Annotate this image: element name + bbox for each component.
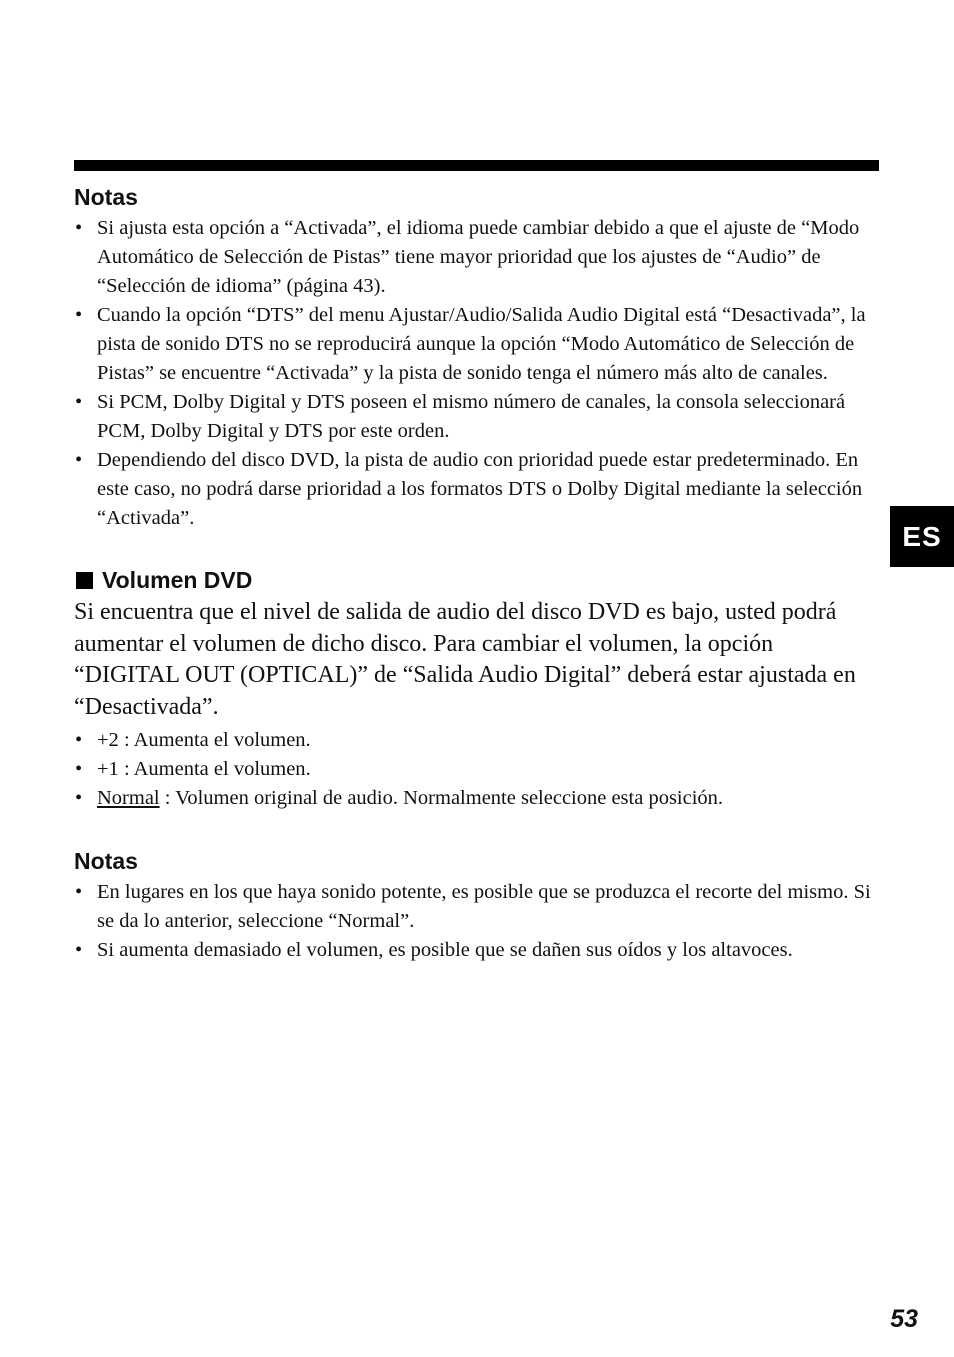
option-desc: : Aumenta el volumen.: [118, 729, 311, 751]
notes-list-2: [74, 878, 884, 965]
list-item: [74, 755, 884, 784]
list-item-text: Cuando la opción “DTS” del menu Ajustar/Audio/Salida Audio Digital está “Desactivada”, la pista de sonido DTS no se reproducirá aunque la opción “Modo Automático de Selección de Pistas” se encuentre “Activada” y la pista de sonido tenga el número más alto de canales.: [97, 304, 866, 384]
top-rule: [74, 160, 879, 171]
bullet-icon: •: [75, 391, 83, 413]
bullet-icon: •: [75, 758, 83, 780]
bullet-icon: •: [75, 787, 83, 809]
list-item: [74, 878, 884, 936]
list-item-text: En lugares en los que haya sonido potente, es posible que se produzca el recorte del mismo. Si se da lo anterior, seleccione “Normal”.: [97, 881, 871, 932]
notes-heading-2: Notas: [74, 848, 138, 874]
option-label: +2: [97, 729, 119, 751]
bullet-icon: •: [75, 217, 83, 239]
option-desc: : Aumenta el volumen.: [118, 758, 311, 780]
notes-heading-1: Notas: [74, 184, 138, 210]
list-item-text: Si PCM, Dolby Digital y DTS poseen el mismo número de canales, la consola seleccionará PCM, Dolby Digital y DTS por este orden.: [97, 391, 846, 442]
list-item-text: Si aumenta demasiado el volumen, es posible que se dañen sus oídos y los altavoces.: [97, 939, 793, 961]
notes-list-1: [74, 214, 884, 533]
page-content: [74, 183, 884, 965]
list-item: [74, 784, 884, 813]
bullet-icon: •: [75, 304, 83, 326]
page-number: 53: [890, 1305, 918, 1333]
list-item: [74, 726, 884, 755]
square-bullet-icon: [76, 572, 93, 589]
volume-options-list: [74, 726, 884, 813]
option-label: +1: [97, 758, 119, 780]
option-desc: : Volumen original de audio. Normalmente seleccione esta posición.: [159, 787, 724, 809]
list-item: [74, 301, 884, 388]
list-item-text: Dependiendo del disco DVD, la pista de audio con prioridad puede estar predeterminado. En este caso, no podrá darse prioridad a los formatos DTS o Dolby Digital mediante la selección “Activada”.: [97, 449, 863, 529]
list-item: [74, 214, 884, 301]
body-paragraph: Si encuentra que el nivel de salida de audio del disco DVD es bajo, usted podrá aumentar el volumen de dicho disco. Para cambiar el volumen, la opción “DIGITAL OUT (OPTICAL)” de “Salida Audio Digital” deberá estar ajustada en “Desactivada”.: [74, 599, 856, 720]
bullet-icon: •: [75, 729, 83, 751]
bullet-icon: •: [75, 939, 83, 961]
section-heading-volumen-dvd: [74, 566, 884, 594]
list-item: [74, 936, 884, 965]
section-heading-text: Volumen DVD: [102, 567, 253, 593]
list-item-text: Si ajusta esta opción a “Activada”, el idioma puede cambiar debido a que el ajuste de “Modo Automático de Selección de Pistas” tiene mayor prioridad que los ajustes de “Audio” de “Selección de idioma” (página 43).: [97, 217, 860, 297]
bullet-icon: •: [75, 881, 83, 903]
language-tab: ES: [890, 506, 954, 567]
list-item: [74, 446, 884, 533]
bullet-icon: •: [75, 449, 83, 471]
list-item: [74, 388, 884, 446]
option-label-default: Normal: [97, 787, 160, 809]
